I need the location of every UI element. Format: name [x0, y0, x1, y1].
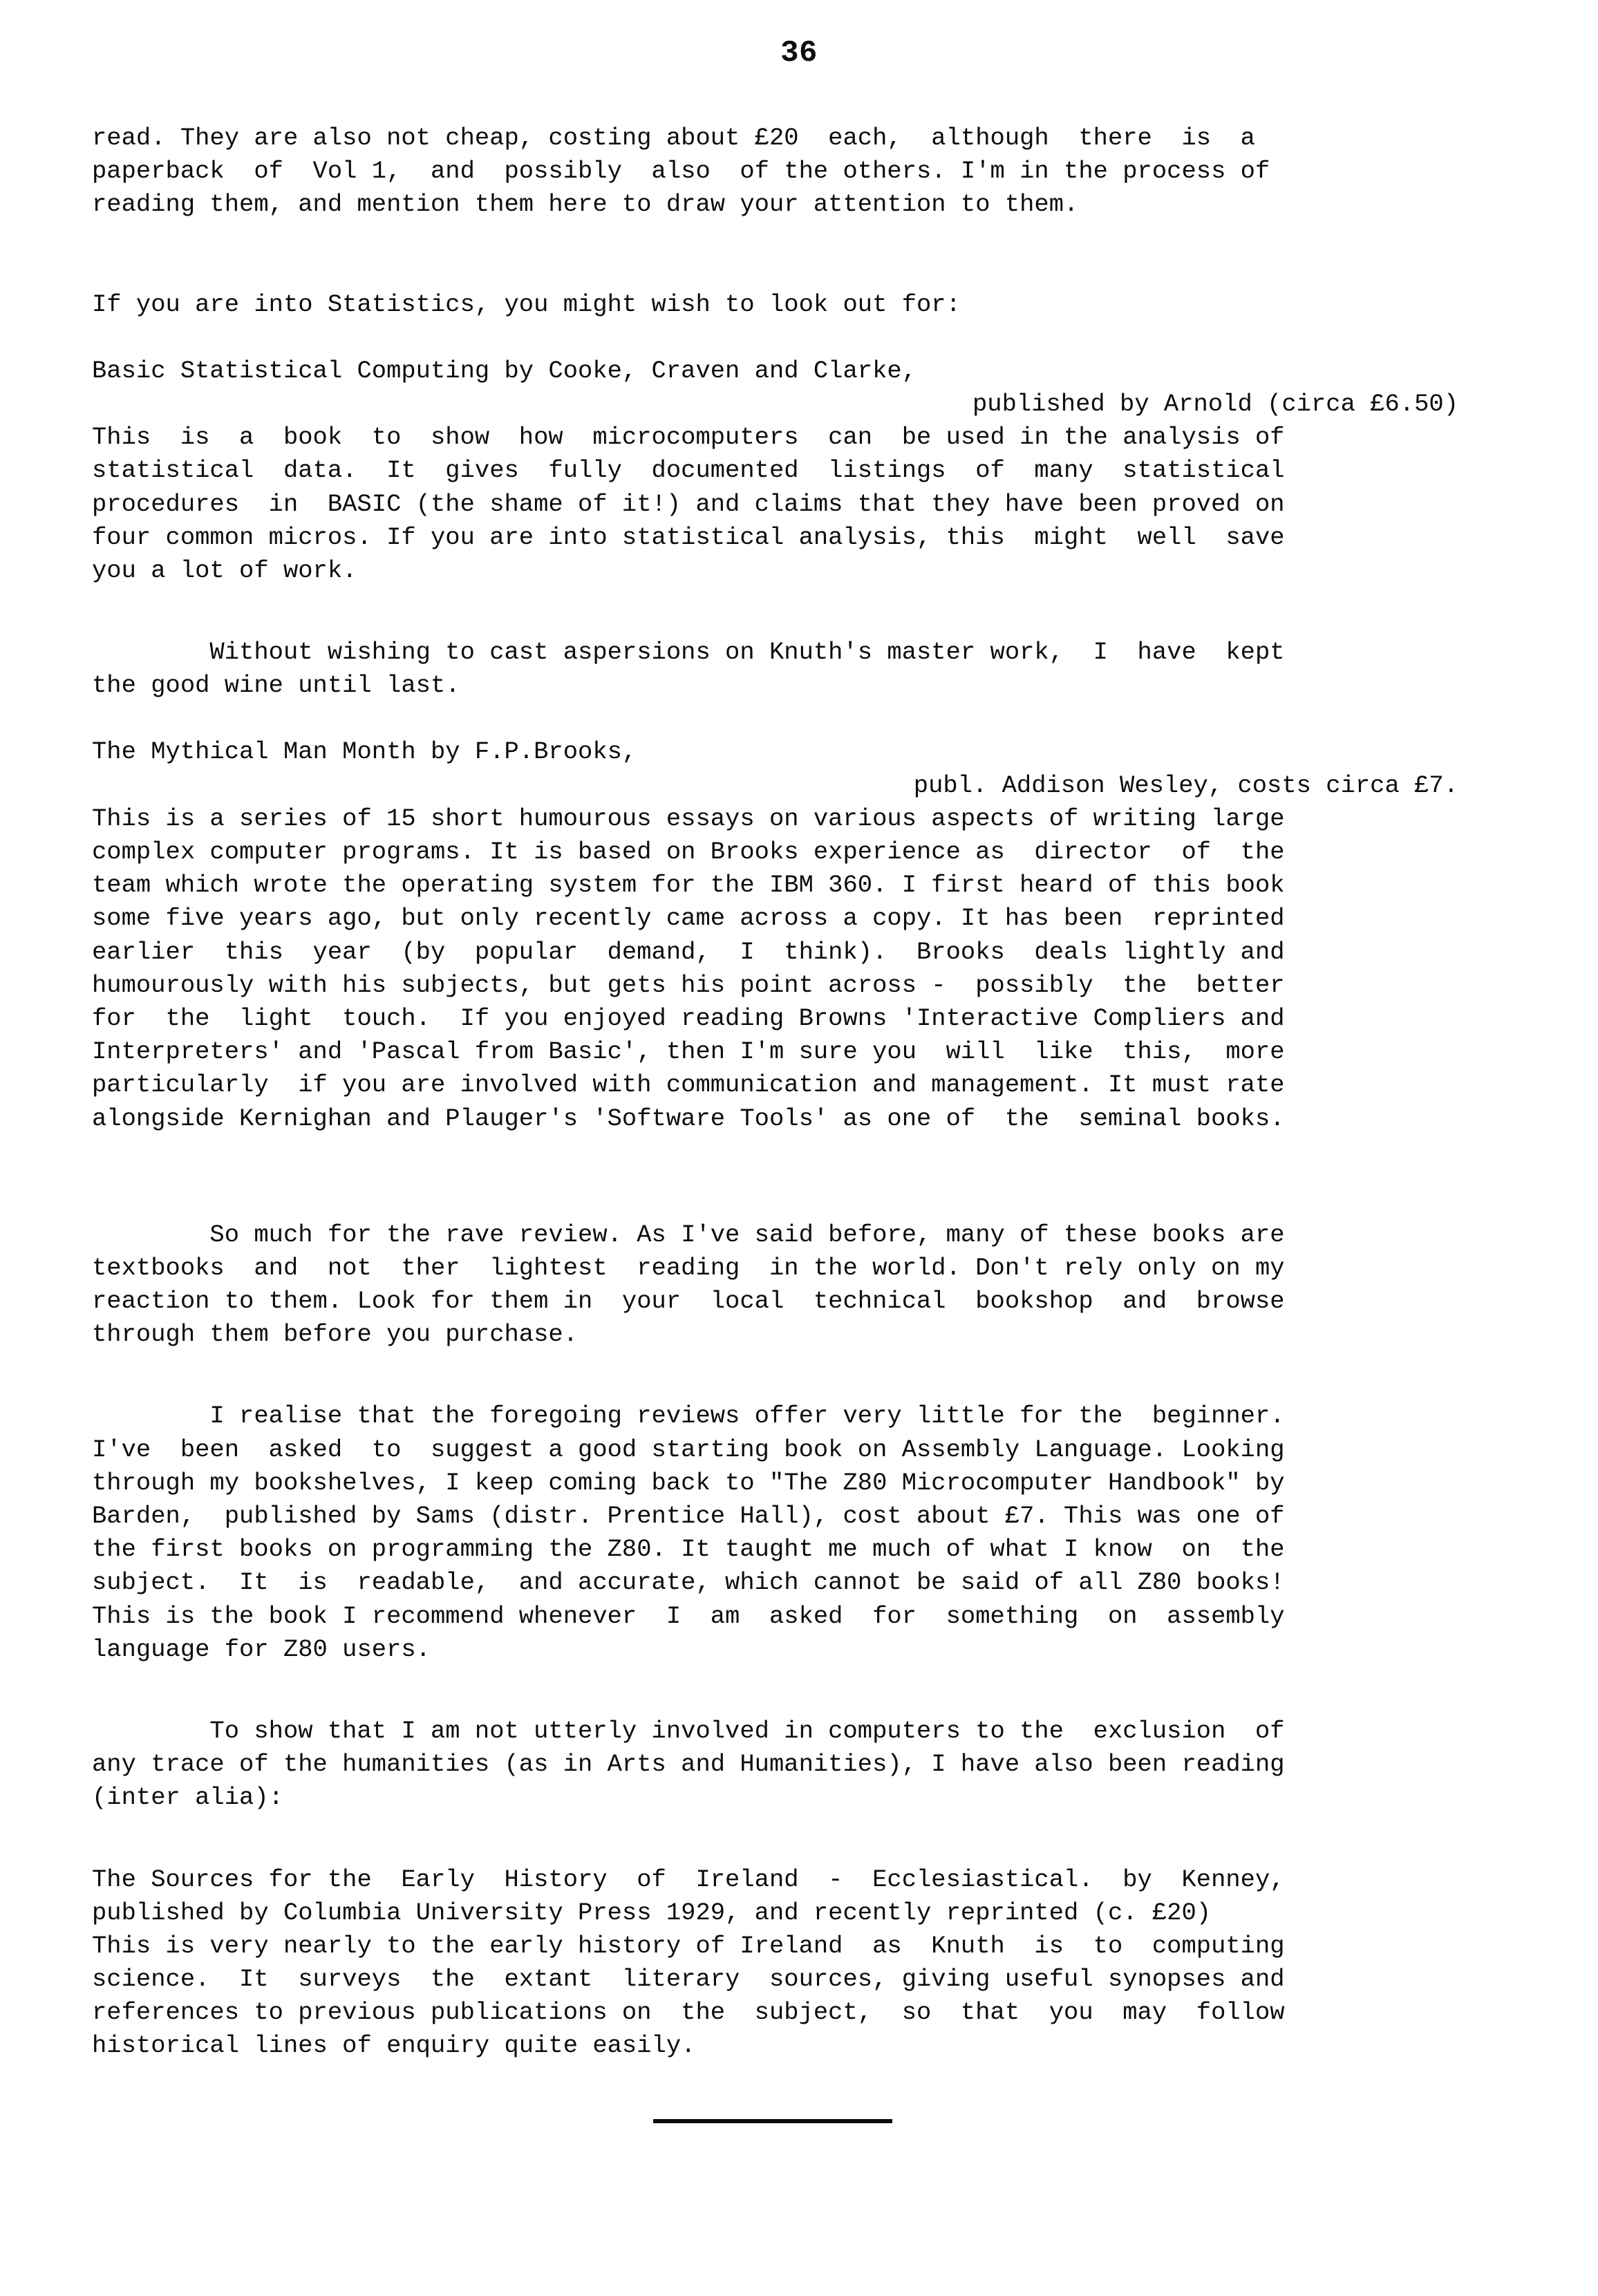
text-line: some five years ago, but only recently came across a copy. It has been reprinted	[92, 904, 1285, 933]
text-line: I realise that the foregoing reviews offer very little for the beginner.	[92, 1402, 1285, 1431]
text-line: This is very nearly to the early history of Ireland as Knuth is to computing	[92, 1931, 1285, 1960]
book-title-line: Basic Statistical Computing by Cooke, Craven and Clarke,	[92, 356, 916, 385]
text-line: through them before you purchase.	[92, 1320, 579, 1349]
text-line: This is the book I recommend whenever I am asked for something on assembly	[92, 1601, 1285, 1630]
text-line: for the light touch. If you enjoyed reading Browns 'Interactive Compliers and	[92, 1004, 1285, 1033]
publisher-line: publ. Addison Wesley, costs circa £7.	[913, 771, 1458, 800]
text-line: To show that I am not utterly involved in computers to the exclusion of	[92, 1716, 1285, 1745]
text-line: (inter alia):	[92, 1783, 283, 1812]
paragraph-statistics-lead	[92, 288, 1464, 321]
text-line: humourously with his subjects, but gets his point across - possibly the better	[92, 970, 1285, 999]
paragraph-humanities	[92, 1715, 1464, 1815]
text-line: earlier this year (by popular demand, I think). Brooks deals lightly and	[92, 937, 1285, 966]
text-line: the good wine until last.	[92, 671, 460, 700]
text-line: reaction to them. Look for them in your local technical bookshop and browse	[92, 1287, 1285, 1316]
text-line: you a lot of work.	[92, 556, 357, 585]
text-line: textbooks and not ther lightest reading in the world. Don't rely only on my	[92, 1253, 1285, 1282]
text-line: This is a series of 15 short humourous essays on various aspects of writing large	[92, 804, 1285, 833]
text-line: through my bookshelves, I keep coming back to "The Z80 Microcomputer Handbook" by	[92, 1468, 1285, 1497]
text-line: This is a book to show how microcomputers can be used in the analysis of	[92, 423, 1285, 452]
text-line: paperback of Vol 1, and possibly also of the others. I'm in the process of	[92, 157, 1270, 186]
paragraph-mythical-man-month	[92, 735, 1464, 1135]
paragraph-assembly-language	[92, 1400, 1464, 1666]
text-line: subject. It is readable, and accurate, which cannot be said of all Z80 books!	[92, 1568, 1285, 1597]
page-number: 36	[780, 36, 818, 70]
paragraph-intro-continued	[92, 122, 1464, 222]
text-line: four common micros. If you are into statistical analysis, this might well save	[92, 523, 1285, 552]
paragraph-rave-review	[92, 1218, 1464, 1352]
publisher-line: published by Columbia University Press 1929, and recently reprinted (c. £20)	[92, 1898, 1212, 1927]
document-body	[92, 122, 1464, 2063]
text-line: historical lines of enquiry quite easily.	[92, 2031, 696, 2060]
text-line: language for Z80 users.	[92, 1635, 431, 1664]
book-title-line: The Mythical Man Month by F.P.Brooks,	[92, 737, 637, 766]
paragraph-knuth-aspersions	[92, 636, 1464, 702]
book-title-line: The Sources for the Early History of Ireland - Ecclesiastical. by Kenney,	[92, 1865, 1285, 1894]
text-line: alongside Kernighan and Plauger's 'Software Tools' as one of the seminal books.	[92, 1104, 1285, 1133]
text-line: the first books on programming the Z80. It taught me much of what I know on the	[92, 1535, 1285, 1564]
text-line: any trace of the humanities (as in Arts and Humanities), I have also been reading	[92, 1750, 1285, 1779]
paragraph-basic-statistical-computing	[92, 355, 1464, 587]
text-line: reading them, and mention them here to draw your attention to them.	[92, 190, 1079, 219]
paragraph-sources-early-history-ireland	[92, 1863, 1464, 2063]
text-line: complex computer programs. It is based on Brooks experience as director of the	[92, 838, 1285, 866]
publisher-line: published by Arnold (circa £6.50)	[972, 389, 1458, 418]
text-line: I've been asked to suggest a good starting book on Assembly Language. Looking	[92, 1435, 1285, 1464]
text-line: Interpreters' and 'Pascal from Basic', then I'm sure you will like this, more	[92, 1037, 1285, 1066]
text-line: statistical data. It gives fully documented listings of many statistical	[92, 456, 1285, 485]
text-line: read. They are also not cheap, costing about £20 each, although there is a	[92, 124, 1255, 152]
text-line: procedures in BASIC (the shame of it!) and claims that they have been proved on	[92, 489, 1285, 518]
text-line: science. It surveys the extant literary sources, giving useful synopses and	[92, 1965, 1285, 1994]
section-divider-rule	[653, 2119, 892, 2123]
text-line: If you are into Statistics, you might wish to look out for:	[92, 290, 961, 319]
text-line: particularly if you are involved with communication and management. It must rate	[92, 1071, 1285, 1100]
text-line: So much for the rave review. As I've said before, many of these books are	[92, 1220, 1285, 1249]
text-line: team which wrote the operating system for the IBM 360. I first heard of this book	[92, 871, 1285, 900]
text-line: Barden, published by Sams (distr. Prentice Hall), cost about £7. This was one of	[92, 1502, 1285, 1530]
text-line: references to previous publications on the subject, so that you may follow	[92, 1998, 1285, 2027]
text-line: Without wishing to cast aspersions on Knuth's master work, I have kept	[92, 638, 1285, 667]
